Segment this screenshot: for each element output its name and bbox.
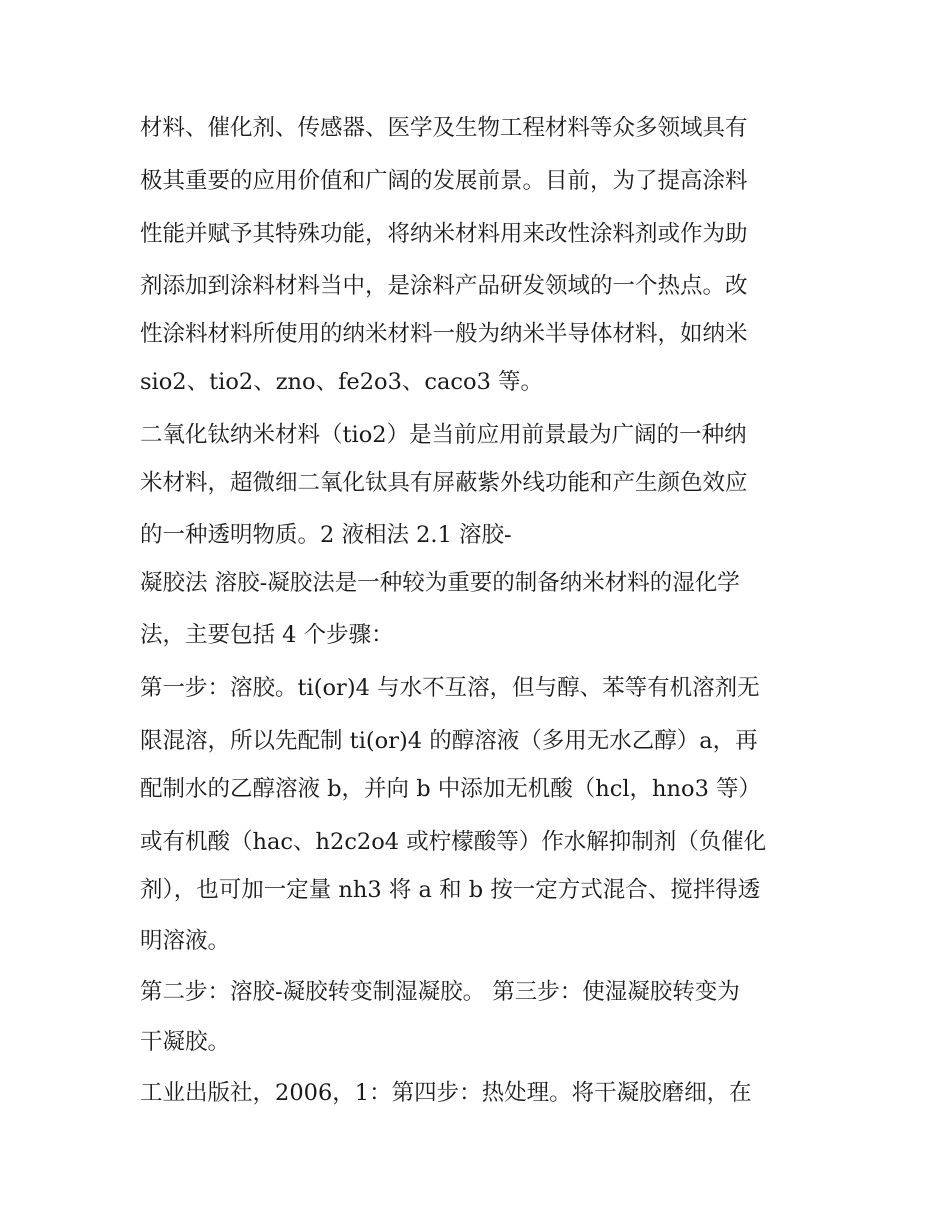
text-line: 第二步：溶胶-凝胶转变制湿凝胶。 第三步：使湿凝胶转变为 [140,979,740,1005]
text-line: 明溶液。 [140,928,231,954]
text-line: 第一步：溶胶。ti(or)4 与水不互溶，但与醇、苯等有机溶剂无 [140,675,760,701]
text-line: 凝胶法 溶胶-凝胶法是一种较为重要的制备纳米材料的湿化学 [140,570,740,596]
text-line: 限混溶，所以先配制 ti(or)4 的醇溶液（多用无水乙醇）a，再 [140,728,758,754]
text-line: 剂），也可加一定量 nh3 将 a 和 b 按一定方式混合、搅拌得透 [140,877,761,903]
text-line: 米材料，超微细二氧化钛具有屏蔽紫外线功能和产生颜色效应 [140,470,748,496]
text-line: 或有机酸（hac、h2c2o4 或柠檬酸等）作水解抑制剂（负催化 [140,829,767,855]
text-line: 剂添加到涂料材料当中，是涂料产品研发领域的一个热点。改 [140,273,748,299]
text-line: 配制水的乙醇溶液 b，并向 b 中添加无机酸（hcl，hno3 等） [140,776,762,802]
text-line: 的一种透明物质。2 液相法 2.1 溶胶- [140,522,512,548]
text-line: 性涂料材料所使用的纳米材料一般为纳米半导体材料，如纳米 [140,321,748,347]
text-line: 极其重要的应用价值和广阔的发展前景。目前，为了提高涂料 [140,168,748,194]
text-line: 法，主要包括 4 个步骤： [140,622,394,648]
text-line: 工业出版社，2006，1：第四步：热处理。将干凝胶磨细，在 [140,1080,752,1106]
text-line: 性能并赋予其特殊功能，将纳米材料用来改性涂料剂或作为助 [140,221,748,247]
text-line: 材料、催化剂、传感器、医学及生物工程材料等众多领域具有 [140,115,748,141]
text-line: 干凝胶。 [140,1029,231,1055]
text-line: 二氧化钛纳米材料（tio2）是当前应用前景最为广阔的一种纳 [140,422,747,448]
text-line: sio2、tio2、zno、fe2o3、caco3 等。 [140,369,544,395]
